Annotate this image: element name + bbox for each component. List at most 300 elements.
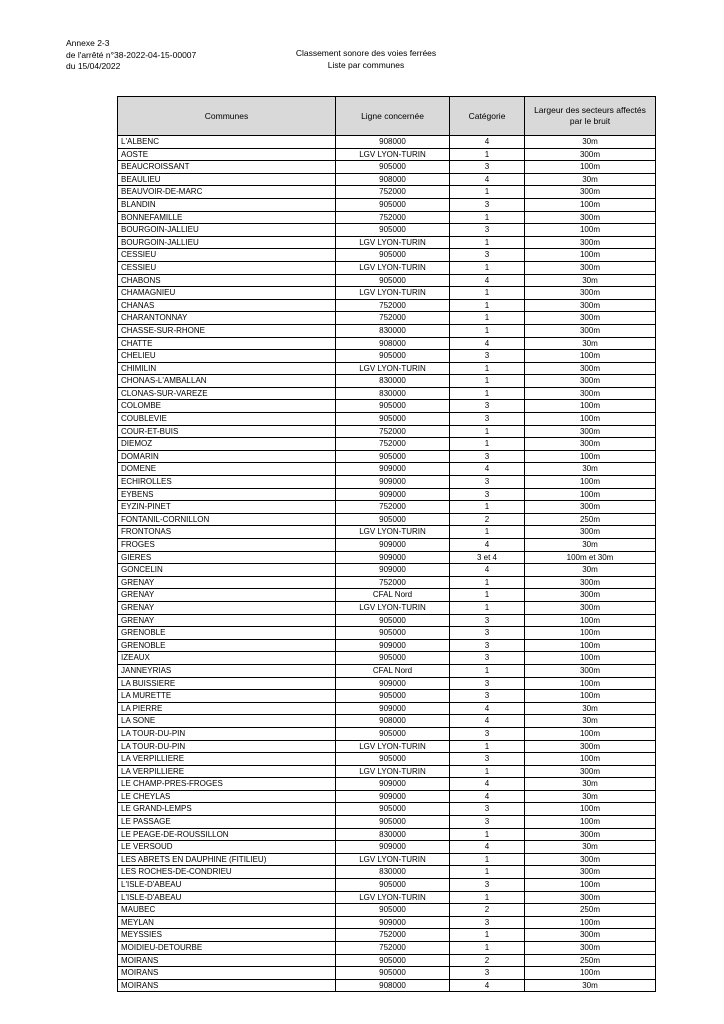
cell-commune: DOMENE xyxy=(118,463,336,476)
cell-commune: GRENAY xyxy=(118,589,336,602)
cell-commune: CHAMAGNIEU xyxy=(118,287,336,300)
cell-largeur: 100m xyxy=(525,639,656,652)
cell-ligne: 752000 xyxy=(336,929,450,942)
cell-categorie: 3 xyxy=(450,727,525,740)
cell-commune: GRENAY xyxy=(118,601,336,614)
cell-commune: LA TOUR-DU-PIN xyxy=(118,727,336,740)
cell-ligne: CFAL Nord xyxy=(336,589,450,602)
table-row xyxy=(118,198,656,211)
cell-categorie: 1 xyxy=(450,740,525,753)
cell-categorie: 4 xyxy=(450,136,525,149)
cell-largeur: 100m xyxy=(525,677,656,690)
table-row xyxy=(118,828,656,841)
cell-ligne: 830000 xyxy=(336,866,450,879)
cell-commune: CHABONS xyxy=(118,274,336,287)
cell-categorie: 3 xyxy=(450,450,525,463)
cell-ligne: LGV LYON-TURIN xyxy=(336,362,450,375)
cell-largeur: 100m xyxy=(525,816,656,829)
table-row xyxy=(118,765,656,778)
cell-ligne: LGV LYON-TURIN xyxy=(336,891,450,904)
cell-categorie: 3 xyxy=(450,350,525,363)
cell-commune: L'ISLE-D'ABEAU xyxy=(118,879,336,892)
cell-ligne: LGV LYON-TURIN xyxy=(336,740,450,753)
cell-ligne: 909000 xyxy=(336,841,450,854)
cell-categorie: 1 xyxy=(450,186,525,199)
table-row xyxy=(118,249,656,262)
cell-ligne: 908000 xyxy=(336,715,450,728)
table-row xyxy=(118,375,656,388)
cell-largeur: 100m xyxy=(525,614,656,627)
cell-largeur: 300m xyxy=(525,576,656,589)
cell-categorie: 4 xyxy=(450,564,525,577)
cell-categorie: 1 xyxy=(450,929,525,942)
cell-ligne: 905000 xyxy=(336,161,450,174)
cell-commune: LE GRAND-LEMPS xyxy=(118,803,336,816)
cell-categorie: 3 xyxy=(450,639,525,652)
cell-commune: ECHIROLLES xyxy=(118,476,336,489)
table-row xyxy=(118,576,656,589)
cell-ligne: 752000 xyxy=(336,211,450,224)
cell-categorie: 3 xyxy=(450,879,525,892)
cell-ligne: 905000 xyxy=(336,450,450,463)
table-row xyxy=(118,450,656,463)
cell-largeur: 30m xyxy=(525,337,656,350)
table-row xyxy=(118,413,656,426)
cell-categorie: 1 xyxy=(450,387,525,400)
cell-categorie: 1 xyxy=(450,891,525,904)
cell-largeur: 100m xyxy=(525,652,656,665)
table-row xyxy=(118,287,656,300)
table-row xyxy=(118,803,656,816)
table-row xyxy=(118,551,656,564)
cell-categorie: 1 xyxy=(450,362,525,375)
cell-largeur: 30m xyxy=(525,979,656,992)
table-row xyxy=(118,702,656,715)
cell-largeur: 100m xyxy=(525,690,656,703)
cell-categorie: 3 xyxy=(450,690,525,703)
cell-commune: LE CHEYLAS xyxy=(118,790,336,803)
table-row xyxy=(118,614,656,627)
table-row xyxy=(118,261,656,274)
cell-commune: FRONTONAS xyxy=(118,526,336,539)
cell-commune: FROGES xyxy=(118,539,336,552)
cell-categorie: 1 xyxy=(450,236,525,249)
cell-ligne: 905000 xyxy=(336,614,450,627)
cell-ligne: 909000 xyxy=(336,539,450,552)
table-row xyxy=(118,904,656,917)
table-row xyxy=(118,652,656,665)
cell-categorie: 1 xyxy=(450,438,525,451)
cell-largeur: 100m xyxy=(525,727,656,740)
cell-largeur: 300m xyxy=(525,765,656,778)
cell-largeur: 300m xyxy=(525,664,656,677)
cell-commune: CHARANTONNAY xyxy=(118,312,336,325)
cell-ligne: 905000 xyxy=(336,753,450,766)
cell-largeur: 30m xyxy=(525,274,656,287)
cell-categorie: 4 xyxy=(450,463,525,476)
cell-largeur: 300m xyxy=(525,853,656,866)
cell-categorie: 2 xyxy=(450,904,525,917)
cell-ligne: 909000 xyxy=(336,677,450,690)
cell-ligne: 905000 xyxy=(336,803,450,816)
cell-commune: FONTANIL-CORNILLON xyxy=(118,513,336,526)
cell-commune: CHELIEU xyxy=(118,350,336,363)
cell-commune: BLANDIN xyxy=(118,198,336,211)
cell-ligne: LGV LYON-TURIN xyxy=(336,853,450,866)
cell-ligne: 830000 xyxy=(336,387,450,400)
cell-largeur: 300m xyxy=(525,211,656,224)
cell-largeur: 300m xyxy=(525,362,656,375)
cell-ligne: 905000 xyxy=(336,727,450,740)
cell-commune: BEAULIEU xyxy=(118,173,336,186)
cell-categorie: 1 xyxy=(450,312,525,325)
cell-ligne: LGV LYON-TURIN xyxy=(336,261,450,274)
cell-commune: LA BUISSIERE xyxy=(118,677,336,690)
table-row xyxy=(118,438,656,451)
cell-categorie: 1 xyxy=(450,576,525,589)
cell-largeur: 300m xyxy=(525,312,656,325)
table-row xyxy=(118,866,656,879)
cell-commune: DOMARIN xyxy=(118,450,336,463)
cell-largeur: 300m xyxy=(525,526,656,539)
cell-commune: CESSIEU xyxy=(118,249,336,262)
cell-commune: GRENAY xyxy=(118,614,336,627)
cell-commune: CHATTE xyxy=(118,337,336,350)
cell-largeur: 100m xyxy=(525,224,656,237)
column-header-ligne: Ligne concernée xyxy=(336,97,450,136)
cell-largeur: 300m xyxy=(525,929,656,942)
cell-ligne: 905000 xyxy=(336,879,450,892)
cell-categorie: 1 xyxy=(450,589,525,602)
cell-commune: BEAUVOIR-DE-MARC xyxy=(118,186,336,199)
table-row xyxy=(118,942,656,955)
cell-largeur: 250m xyxy=(525,513,656,526)
cell-commune: IZEAUX xyxy=(118,652,336,665)
cell-ligne: 752000 xyxy=(336,576,450,589)
cell-commune: CHIMILIN xyxy=(118,362,336,375)
cell-largeur: 100m xyxy=(525,400,656,413)
table-row xyxy=(118,879,656,892)
cell-categorie: 1 xyxy=(450,261,525,274)
cell-ligne: 905000 xyxy=(336,198,450,211)
table-row xyxy=(118,727,656,740)
cell-ligne: 905000 xyxy=(336,954,450,967)
cell-ligne: 905000 xyxy=(336,904,450,917)
table-row xyxy=(118,979,656,992)
cell-ligne: 909000 xyxy=(336,790,450,803)
cell-commune: LA TOUR-DU-PIN xyxy=(118,740,336,753)
document-header xyxy=(0,38,724,88)
column-header-largeur: Largeur des secteurs affectés par le bruit xyxy=(525,97,656,136)
cell-commune: L'ALBENC xyxy=(118,136,336,149)
cell-largeur: 100m xyxy=(525,198,656,211)
cell-ligne: 752000 xyxy=(336,425,450,438)
cell-categorie: 3 xyxy=(450,488,525,501)
cell-commune: CHONAS-L'AMBALLAN xyxy=(118,375,336,388)
cell-largeur: 30m xyxy=(525,136,656,149)
annexe-line-3: du 15/04/2022 xyxy=(66,61,121,71)
cell-largeur: 300m xyxy=(525,387,656,400)
cell-commune: MEYLAN xyxy=(118,916,336,929)
cell-largeur: 100m xyxy=(525,450,656,463)
cell-commune: LA VERPILLIERE xyxy=(118,753,336,766)
cell-largeur: 300m xyxy=(525,375,656,388)
table-row xyxy=(118,501,656,514)
cell-categorie: 1 xyxy=(450,664,525,677)
cell-categorie: 1 xyxy=(450,375,525,388)
table-row xyxy=(118,677,656,690)
cell-ligne: 830000 xyxy=(336,375,450,388)
cell-commune: MOIRANS xyxy=(118,967,336,980)
cell-largeur: 300m xyxy=(525,236,656,249)
cell-largeur: 250m xyxy=(525,954,656,967)
cell-categorie: 4 xyxy=(450,539,525,552)
cell-ligne: 905000 xyxy=(336,627,450,640)
cell-largeur: 300m xyxy=(525,589,656,602)
table-row xyxy=(118,186,656,199)
cell-largeur: 300m xyxy=(525,438,656,451)
table-row xyxy=(118,211,656,224)
cell-largeur: 100m xyxy=(525,916,656,929)
table-header xyxy=(118,97,656,136)
cell-ligne: 905000 xyxy=(336,816,450,829)
table-row xyxy=(118,526,656,539)
cell-ligne: 909000 xyxy=(336,916,450,929)
cell-commune: LE PEAGE-DE-ROUSSILLON xyxy=(118,828,336,841)
table-row xyxy=(118,690,656,703)
cell-largeur: 300m xyxy=(525,425,656,438)
cell-commune: LA VERPILLIERE xyxy=(118,765,336,778)
table-row xyxy=(118,362,656,375)
cell-ligne: 909000 xyxy=(336,463,450,476)
table-row xyxy=(118,539,656,552)
cell-ligne: 905000 xyxy=(336,690,450,703)
table-row xyxy=(118,488,656,501)
table-row xyxy=(118,337,656,350)
cell-commune: LA PIERRE xyxy=(118,702,336,715)
cell-categorie: 2 xyxy=(450,513,525,526)
annexe-reference xyxy=(66,38,196,73)
cell-ligne: LGV LYON-TURIN xyxy=(336,287,450,300)
cell-categorie: 3 xyxy=(450,161,525,174)
table-row xyxy=(118,916,656,929)
cell-largeur: 300m xyxy=(525,287,656,300)
cell-ligne: 752000 xyxy=(336,438,450,451)
cell-ligne: 909000 xyxy=(336,564,450,577)
table-row xyxy=(118,853,656,866)
cell-largeur: 300m xyxy=(525,148,656,161)
cell-categorie: 4 xyxy=(450,778,525,791)
table-row xyxy=(118,513,656,526)
cell-commune: LE PASSAGE xyxy=(118,816,336,829)
table-row xyxy=(118,589,656,602)
cell-ligne: LGV LYON-TURIN xyxy=(336,526,450,539)
cell-largeur: 300m xyxy=(525,891,656,904)
cell-ligne: LGV LYON-TURIN xyxy=(336,236,450,249)
cell-largeur: 100m xyxy=(525,249,656,262)
table-row xyxy=(118,601,656,614)
cell-ligne: 908000 xyxy=(336,136,450,149)
cell-largeur: 300m xyxy=(525,866,656,879)
cell-ligne: 905000 xyxy=(336,249,450,262)
cell-commune: GRENAY xyxy=(118,576,336,589)
cell-categorie: 3 xyxy=(450,413,525,426)
table-row xyxy=(118,173,656,186)
cell-commune: LE VERSOUD xyxy=(118,841,336,854)
annexe-line-1: Annexe 2-3 xyxy=(66,38,110,48)
cell-categorie: 4 xyxy=(450,790,525,803)
cell-commune: COUR-ET-BUIS xyxy=(118,425,336,438)
cell-commune: COLOMBE xyxy=(118,400,336,413)
table-row xyxy=(118,387,656,400)
cell-ligne: 752000 xyxy=(336,186,450,199)
cell-categorie: 3 xyxy=(450,400,525,413)
cell-largeur: 100m xyxy=(525,476,656,489)
cell-commune: L'ISLE-D'ABEAU xyxy=(118,891,336,904)
cell-largeur: 100m xyxy=(525,627,656,640)
cell-categorie: 3 xyxy=(450,652,525,665)
cell-categorie: 3 xyxy=(450,627,525,640)
cell-commune: LES ROCHES-DE-CONDRIEU xyxy=(118,866,336,879)
cell-largeur: 30m xyxy=(525,539,656,552)
cell-commune: BOURGOIN-JALLIEU xyxy=(118,224,336,237)
table-row xyxy=(118,753,656,766)
table-row xyxy=(118,790,656,803)
cell-ligne: 752000 xyxy=(336,312,450,325)
cell-largeur: 30m xyxy=(525,790,656,803)
cell-categorie: 1 xyxy=(450,148,525,161)
cell-categorie: 1 xyxy=(450,425,525,438)
table-row xyxy=(118,148,656,161)
cell-largeur: 300m xyxy=(525,601,656,614)
cell-categorie: 4 xyxy=(450,337,525,350)
annexe-line-2: de l'arrêté n°38-2022-04-15-00007 xyxy=(66,49,197,60)
cell-commune: MEYSSIES xyxy=(118,929,336,942)
cell-largeur: 100m xyxy=(525,753,656,766)
cell-ligne: 830000 xyxy=(336,324,450,337)
cell-ligne: 909000 xyxy=(336,702,450,715)
cell-ligne: 905000 xyxy=(336,513,450,526)
cell-largeur: 100m xyxy=(525,161,656,174)
cell-categorie: 4 xyxy=(450,979,525,992)
cell-categorie: 4 xyxy=(450,715,525,728)
table-row xyxy=(118,161,656,174)
cell-categorie: 4 xyxy=(450,702,525,715)
cell-categorie: 3 xyxy=(450,476,525,489)
cell-categorie: 1 xyxy=(450,501,525,514)
cell-commune: AOSTE xyxy=(118,148,336,161)
cell-largeur: 30m xyxy=(525,778,656,791)
table-row xyxy=(118,274,656,287)
table-row xyxy=(118,778,656,791)
cell-ligne: 908000 xyxy=(336,173,450,186)
cell-ligne: 909000 xyxy=(336,551,450,564)
cell-ligne: 752000 xyxy=(336,501,450,514)
cell-largeur: 100m xyxy=(525,967,656,980)
cell-largeur: 30m xyxy=(525,715,656,728)
cell-ligne: 830000 xyxy=(336,828,450,841)
table-row xyxy=(118,312,656,325)
cell-categorie: 1 xyxy=(450,765,525,778)
cell-ligne: CFAL Nord xyxy=(336,664,450,677)
title-line-1: Classement sonore des voies ferrées xyxy=(295,48,437,58)
cell-categorie: 3 xyxy=(450,224,525,237)
cell-commune: MOIDIEU-DETOURBE xyxy=(118,942,336,955)
table-row xyxy=(118,967,656,980)
cell-categorie: 3 xyxy=(450,677,525,690)
cell-commune: LA MURETTE xyxy=(118,690,336,703)
cell-categorie: 1 xyxy=(450,601,525,614)
table-row xyxy=(118,400,656,413)
cell-largeur: 300m xyxy=(525,942,656,955)
cell-largeur: 30m xyxy=(525,841,656,854)
table-row xyxy=(118,841,656,854)
cell-largeur: 300m xyxy=(525,740,656,753)
cell-categorie: 1 xyxy=(450,324,525,337)
cell-largeur: 100m xyxy=(525,488,656,501)
cell-commune: BONNEFAMILLE xyxy=(118,211,336,224)
cell-commune: LA SONE xyxy=(118,715,336,728)
cell-largeur: 300m xyxy=(525,299,656,312)
communes-table xyxy=(117,96,656,992)
cell-commune: BOURGOIN-JALLIEU xyxy=(118,236,336,249)
table-row xyxy=(118,627,656,640)
cell-commune: EYZIN-PINET xyxy=(118,501,336,514)
cell-commune: BEAUCROISSANT xyxy=(118,161,336,174)
cell-ligne: 908000 xyxy=(336,337,450,350)
table-row xyxy=(118,350,656,363)
cell-commune: MAUBEC xyxy=(118,904,336,917)
cell-largeur: 30m xyxy=(525,173,656,186)
document-title xyxy=(276,48,456,71)
cell-largeur: 30m xyxy=(525,702,656,715)
cell-ligne: 905000 xyxy=(336,652,450,665)
cell-categorie: 3 xyxy=(450,249,525,262)
cell-categorie: 3 et 4 xyxy=(450,551,525,564)
cell-ligne: 908000 xyxy=(336,979,450,992)
cell-categorie: 1 xyxy=(450,828,525,841)
cell-largeur: 100m xyxy=(525,803,656,816)
cell-commune: COUBLEVIE xyxy=(118,413,336,426)
column-header-categorie: Catégorie xyxy=(450,97,525,136)
cell-categorie: 1 xyxy=(450,211,525,224)
cell-largeur: 300m xyxy=(525,828,656,841)
cell-ligne: 905000 xyxy=(336,400,450,413)
cell-ligne: 905000 xyxy=(336,350,450,363)
cell-categorie: 3 xyxy=(450,614,525,627)
cell-categorie: 1 xyxy=(450,287,525,300)
cell-commune: JANNEYRIAS xyxy=(118,664,336,677)
table-row xyxy=(118,136,656,149)
table-row xyxy=(118,929,656,942)
cell-categorie: 3 xyxy=(450,916,525,929)
cell-ligne: LGV LYON-TURIN xyxy=(336,765,450,778)
cell-largeur: 300m xyxy=(525,186,656,199)
cell-categorie: 4 xyxy=(450,173,525,186)
cell-commune: CHASSE-SUR-RHONE xyxy=(118,324,336,337)
cell-categorie: 3 xyxy=(450,803,525,816)
table-row xyxy=(118,891,656,904)
cell-largeur: 100m xyxy=(525,879,656,892)
table-row xyxy=(118,715,656,728)
cell-ligne: 909000 xyxy=(336,476,450,489)
table-row xyxy=(118,564,656,577)
cell-largeur: 30m xyxy=(525,564,656,577)
cell-largeur: 100m xyxy=(525,350,656,363)
table-row xyxy=(118,425,656,438)
table-row xyxy=(118,476,656,489)
cell-ligne: LGV LYON-TURIN xyxy=(336,601,450,614)
